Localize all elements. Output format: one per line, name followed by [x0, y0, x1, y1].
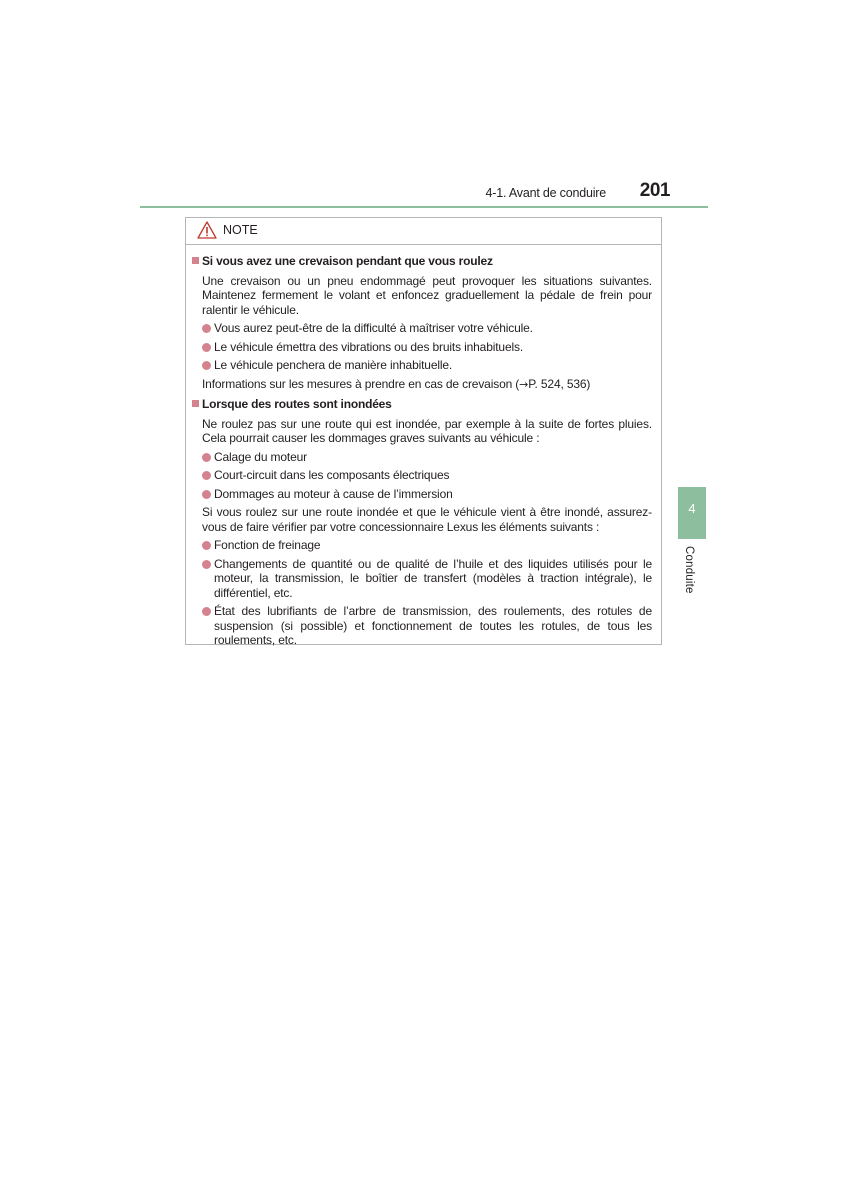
chapter-tab[interactable] — [678, 487, 706, 539]
circle-bullet-icon — [202, 541, 211, 550]
list-item — [186, 358, 661, 373]
flat-tire-reference — [186, 377, 661, 393]
list-item — [186, 487, 661, 502]
list-item-text: Vous aurez peut-être de la difficulté à maîtriser votre véhicule. — [214, 321, 533, 335]
list-item-text: Changements de quantité ou de qualité de l’huile et des liquides utilisés pour le moteur, la transmission, le boîtier de transfert (modèles à traction intégrale), le différentiel, etc. — [214, 556, 652, 600]
list-item-text: Court-circuit dans les composants électriques — [214, 468, 450, 482]
chapter-number: 4 — [688, 501, 696, 516]
section-heading-flat-tire — [186, 254, 661, 269]
list-item — [186, 557, 661, 601]
circle-bullet-icon — [202, 343, 211, 352]
bullet-list — [186, 450, 661, 502]
note-box — [185, 217, 662, 645]
chapter-label: Conduite — [683, 546, 695, 594]
section-heading-text: Si vous avez une crevaison pendant que vous roulez — [202, 254, 493, 268]
reference-text: Informations sur les mesures à prendre en cas de crevaison ( — [202, 376, 520, 391]
note-header — [186, 218, 661, 245]
circle-bullet-icon — [202, 361, 211, 370]
circle-bullet-icon — [202, 453, 211, 462]
note-title: NOTE — [223, 223, 258, 237]
list-item — [186, 340, 661, 355]
list-item — [186, 468, 661, 483]
square-bullet-icon — [192, 257, 199, 264]
circle-bullet-icon — [202, 490, 211, 499]
section-intro-secondary: Si vous roulez sur une route inondée et que le véhicule vient à être inondé, assurez-vous de faire vérifier par votre concessionnaire Lexus les éléments suivants : — [202, 505, 652, 534]
list-item — [186, 450, 661, 465]
header-rule — [140, 206, 708, 208]
list-item-text: Calage du moteur — [214, 449, 307, 464]
section-intro: Une crevaison ou un pneu endommagé peut provoquer les situations suivantes. Maintenez fermement le volant et enfoncez graduellement la pédale de frein pour ralentir le véhicule. — [202, 273, 652, 317]
note-body — [186, 254, 661, 652]
section-intro: Ne roulez pas sur une route qui est inondée, par exemple à la suite de fortes pluies. Cela pourrait causer les dommages graves suivants au véhicule : — [202, 416, 652, 445]
arrow-right-icon: → — [519, 377, 529, 391]
list-item — [186, 321, 661, 336]
list-item-text: État des lubrifiants de l’arbre de transmission, des roulements, des rotules de suspension (si possible) et fonctionnement de toutes les rotules, de tous les roulements, etc. — [214, 604, 652, 647]
page-number: 201 — [639, 180, 670, 201]
list-item-text: Le véhicule émettra des vibrations ou des bruits inhabituels. — [214, 339, 524, 354]
bullet-list — [186, 538, 661, 648]
circle-bullet-icon — [202, 471, 211, 480]
page-header — [140, 180, 708, 210]
circle-bullet-icon — [202, 607, 211, 616]
list-item — [186, 604, 661, 648]
circle-bullet-icon — [202, 560, 211, 569]
circle-bullet-icon — [202, 324, 211, 333]
list-item — [186, 538, 661, 553]
bullet-list — [186, 321, 661, 373]
section-heading-flooded-roads — [186, 397, 661, 412]
section-heading-text: Lorsque des routes sont inondées — [202, 397, 392, 411]
warning-triangle-icon — [197, 221, 217, 244]
list-item-text: Le véhicule penchera de manière inhabituelle. — [214, 358, 453, 372]
page-reference-link[interactable]: P. 524, 536) — [528, 376, 591, 391]
list-item-text: Fonction de freinage — [214, 538, 321, 552]
list-item-text: Dommages au moteur à cause de l’immersion — [214, 486, 453, 501]
section-title: 4-1. Avant de conduire — [485, 186, 606, 200]
square-bullet-icon — [192, 400, 199, 407]
